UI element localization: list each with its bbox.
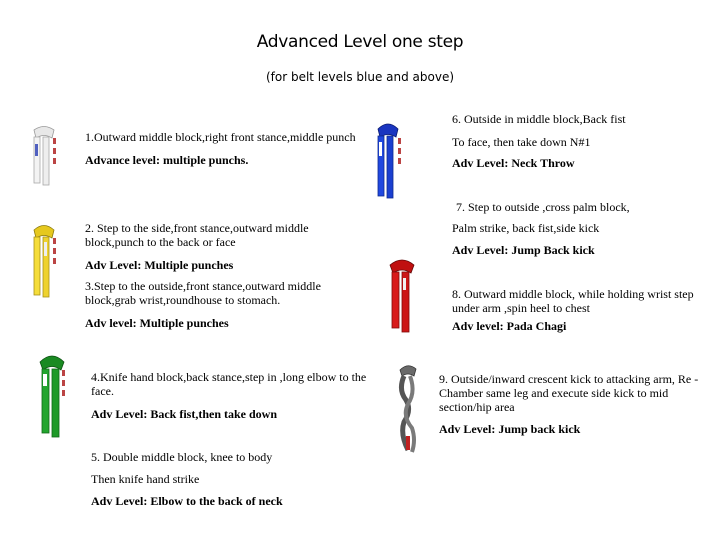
item-5-advanced: Adv Level: Elbow to the back of neck bbox=[91, 494, 283, 508]
item-9-advanced: Adv Level: Jump back kick bbox=[439, 422, 581, 436]
item-3-text: 3.Step to the outside,front stance,outward middle block,grab wrist,roundhouse to stomach. bbox=[85, 279, 321, 307]
item-6-line-1: 6. Outside in middle block,Back fist bbox=[452, 112, 626, 126]
item-2-advanced: Adv Level: Multiple punches bbox=[85, 258, 234, 272]
page-subtitle: (for belt levels blue and above) bbox=[265, 70, 455, 84]
black-belt-icon bbox=[392, 360, 428, 454]
item-6-advanced: Adv Level: Neck Throw bbox=[452, 156, 575, 170]
item-8-advanced: Adv level: Pada Chagi bbox=[452, 319, 567, 333]
blue-belt-icon bbox=[370, 120, 410, 200]
item-7-line-1: 7. Step to outside ,cross palm block, bbox=[456, 200, 630, 214]
item-3-advanced: Adv level: Multiple punches bbox=[85, 316, 229, 330]
item-1-text: 1.Outward middle block,right front stance,middle punch bbox=[85, 130, 356, 144]
item-1-advanced: Advance level: multiple punchs. bbox=[85, 153, 249, 167]
white-belt-icon bbox=[26, 124, 62, 188]
item-7-advanced: Adv Level: Jump Back kick bbox=[452, 243, 595, 257]
item-5-line-1: 5. Double middle block, knee to body bbox=[91, 450, 273, 464]
item-5-line-2: Then knife hand strike bbox=[91, 472, 200, 486]
item-4-text: 4.Knife hand block,back stance,step in ,long elbow to the face. bbox=[91, 370, 367, 398]
item-6-line-2: To face, then take down N#1 bbox=[452, 135, 591, 149]
item-9-text: 9. Outside/inward crescent kick to attacking arm, Re -Chamber same leg and execute side kick to mid section/hip area bbox=[439, 372, 699, 414]
item-8-text: 8. Outward middle block, while holding wrist step under arm ,spin heel to chest bbox=[452, 287, 694, 315]
page-title: Advanced Level one step bbox=[256, 32, 464, 52]
item-4-advanced: Adv Level: Back fist,then take down bbox=[91, 407, 278, 421]
yellow-belt-icon bbox=[26, 222, 62, 302]
red-belt-icon bbox=[384, 256, 420, 334]
green-belt-icon bbox=[34, 352, 70, 440]
item-2-text: 2. Step to the side,front stance,outward middle block,punch to the back or face bbox=[85, 221, 309, 249]
item-7-line-2: Palm strike, back fist,side kick bbox=[452, 221, 600, 235]
